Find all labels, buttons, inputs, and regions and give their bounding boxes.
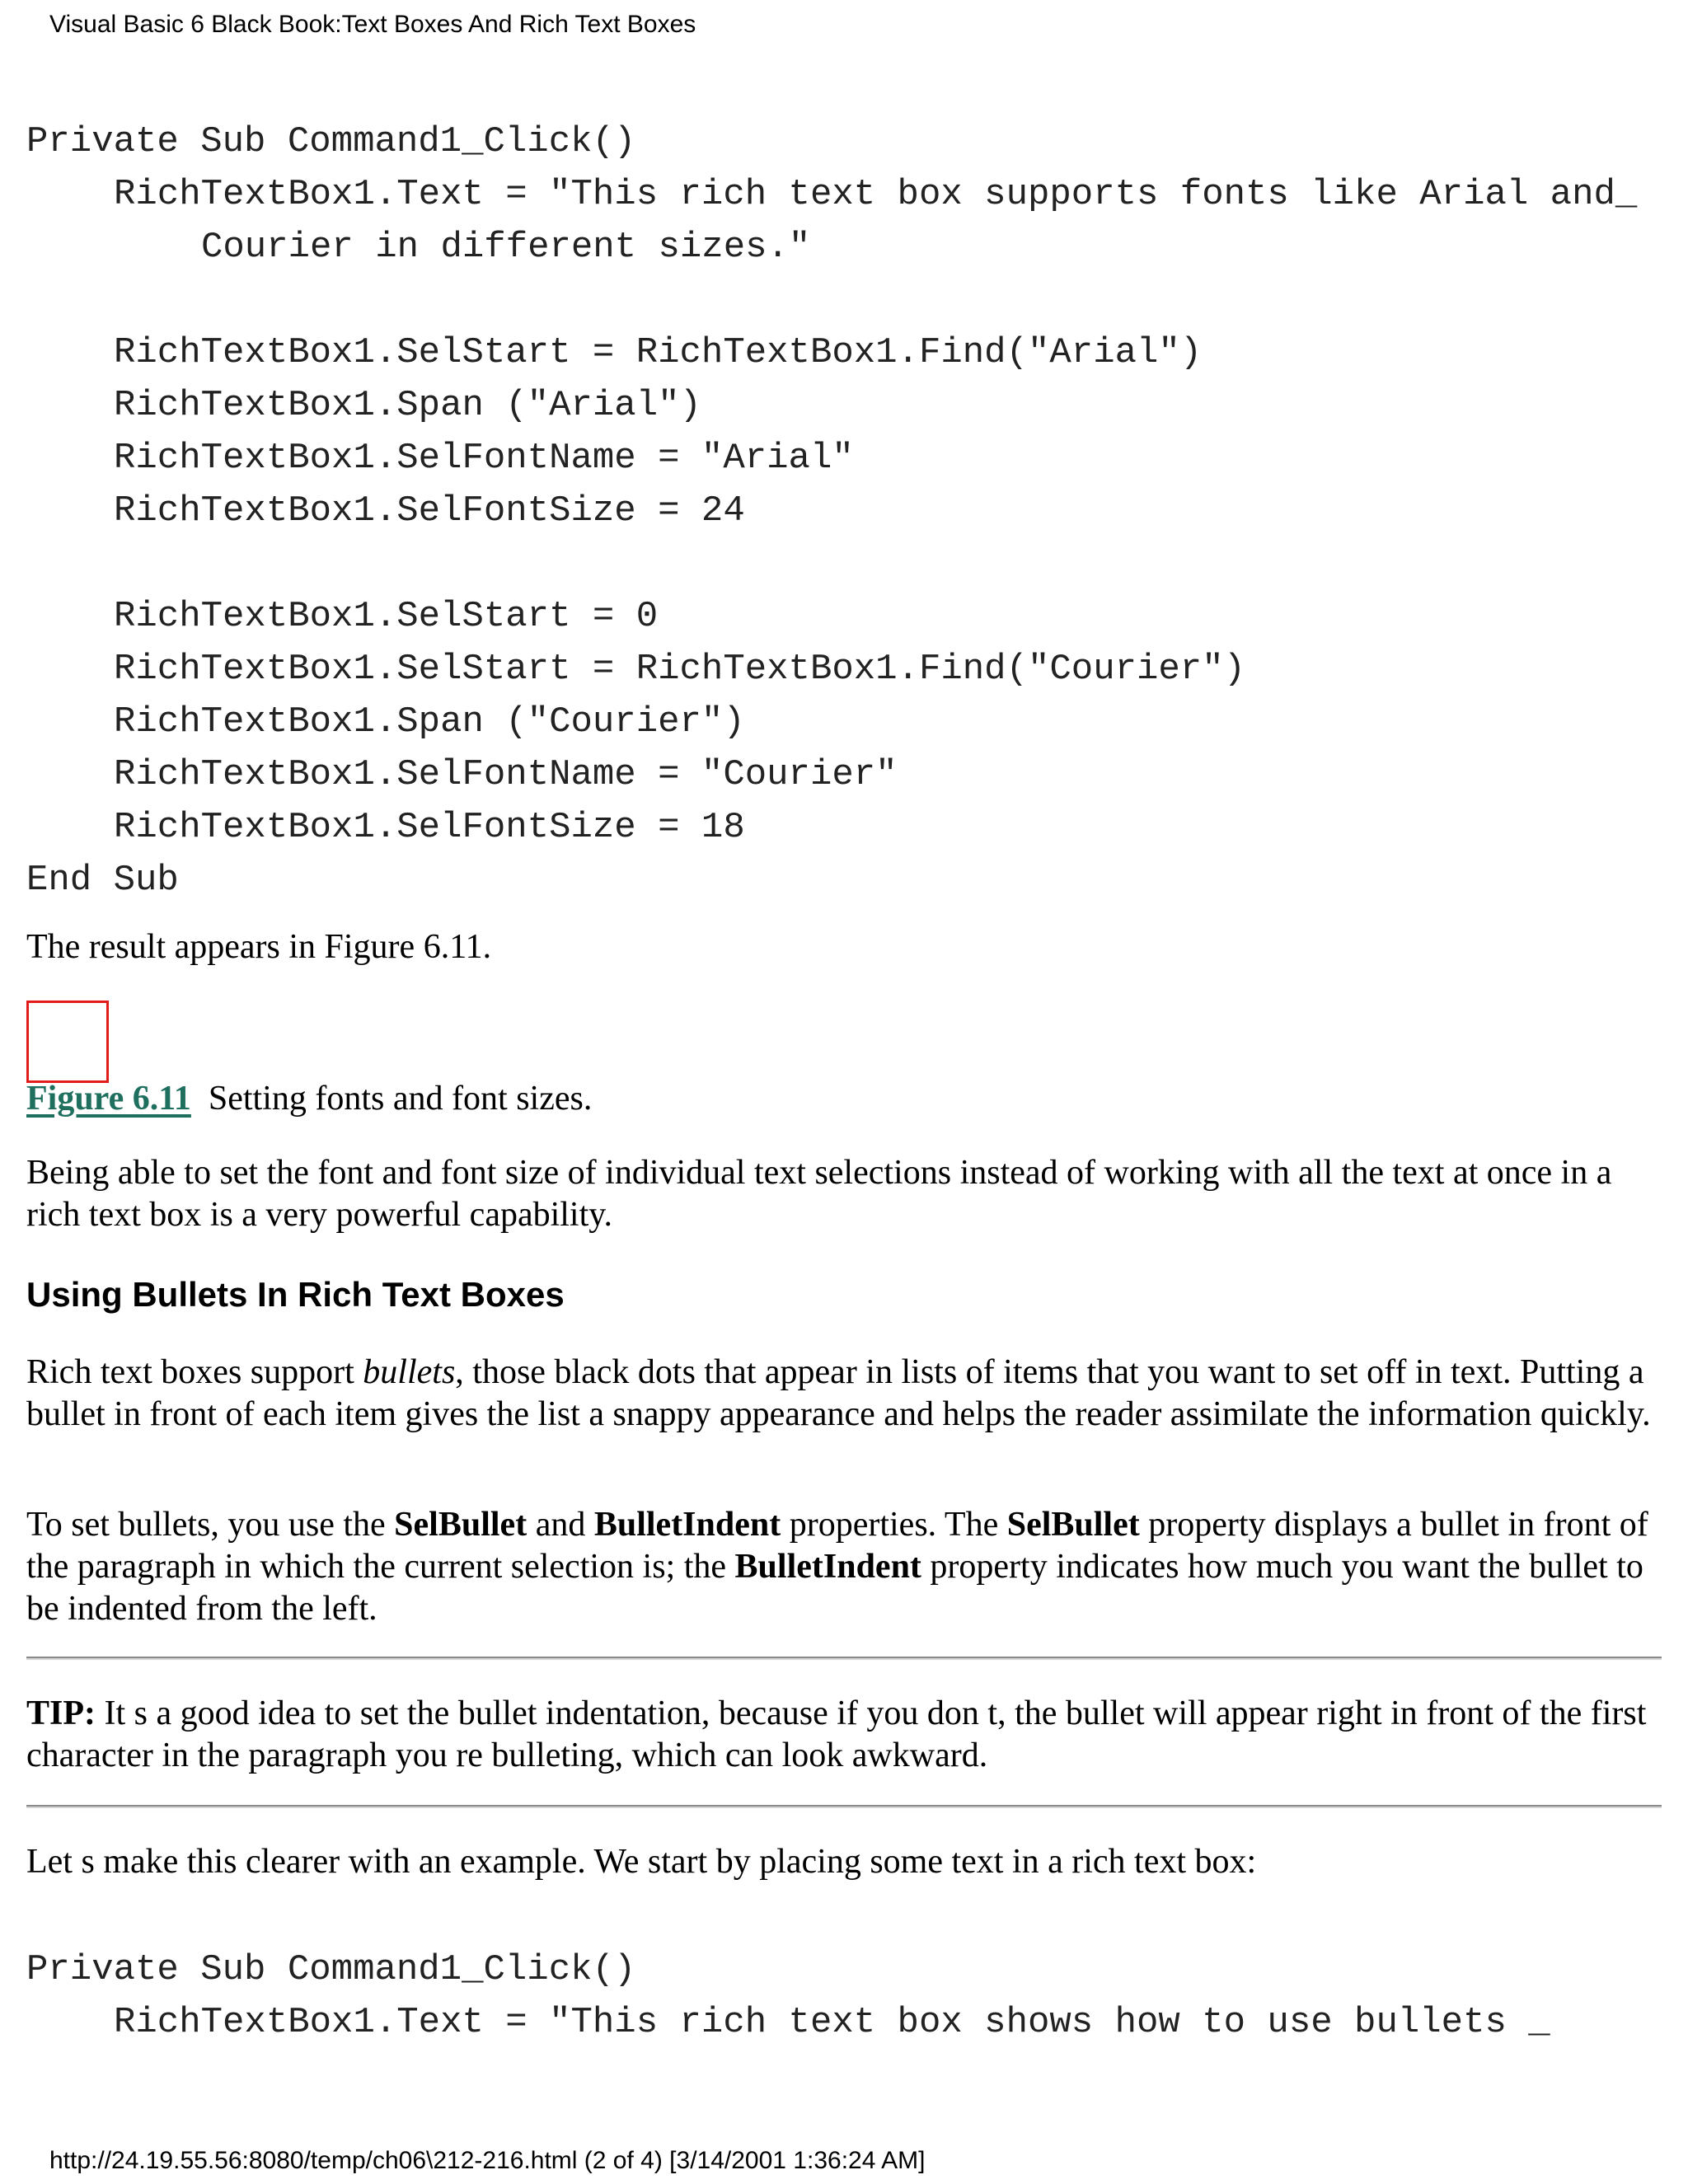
code-line-blank [26, 274, 1637, 326]
result-paragraph: The result appears in Figure 6.11. [26, 928, 492, 966]
setbullets-paragraph [26, 1504, 1667, 1630]
property-selbullet: SelBullet [1006, 1506, 1140, 1544]
code-line: RichTextBox1.SelFontSize = 24 [114, 490, 745, 532]
code-block-bullets [26, 1943, 1550, 2049]
code-line: RichTextBox1.SelFontSize = 18 [114, 807, 745, 848]
bullets-term: bullets [363, 1353, 456, 1391]
code-line: RichTextBox1.Text = "This rich text box shows how to use bullets _ [114, 2002, 1550, 2043]
section-heading: Using Bullets In Rich Text Boxes [26, 1275, 565, 1314]
code-line: RichTextBox1.Span ("Arial") [114, 385, 701, 426]
code-line: Private Sub Command1_Click() [26, 1949, 636, 1990]
figure-image-placeholder[interactable] [26, 1001, 109, 1083]
tip-label: TIP: [26, 1694, 96, 1732]
code-line: RichTextBox1.Span ("Courier") [114, 701, 745, 743]
capability-paragraph: Being able to set the font and font size of individual text selections instead of working with all the text at once in a rich text box is a very powerful capability. [26, 1154, 1612, 1234]
setbullets-text: property indicates how much you want the bullet to be indented from the left. [26, 1548, 1643, 1628]
property-bulletindent: BulletIndent [593, 1506, 781, 1544]
property-selbullet: SelBullet [394, 1506, 528, 1544]
setbullets-text: property displays a bullet in front of the paragraph in which the current selection is; the [26, 1506, 1648, 1586]
running-foot: http://24.19.55.56:8080/temp/ch06\212-216.html (2 of 4) [3/14/2001 1:36:24 AM] [49, 2147, 926, 2174]
figure-link[interactable]: Figure 6.11 [26, 1080, 191, 1118]
code-line: RichTextBox1.Text = "This rich text box supports fonts like Arial and_ [114, 174, 1638, 215]
code-line: RichTextBox1.SelStart = RichTextBox1.Find("Arial") [114, 332, 1203, 373]
code-line: End Sub [26, 860, 179, 901]
bullets-text: , those black dots that appear in lists of items that you want to set off in text. Putting a bullet in front of each item gives the list a snappy appearance and helps the reader assimilate the information quickly. [26, 1353, 1651, 1433]
code-line: RichTextBox1.SelStart = 0 [114, 596, 659, 637]
setbullets-text: properties. The [781, 1506, 1007, 1544]
example-paragraph: Let s make this clearer with an example. We start by placing some text in a rich text box: [26, 1843, 1257, 1881]
code-line: RichTextBox1.SelStart = RichTextBox1.Find("Courier") [114, 649, 1246, 690]
code-line: RichTextBox1.SelFontName = "Courier" [114, 754, 898, 795]
bullets-paragraph [26, 1352, 1667, 1436]
code-block-fonts [26, 115, 1637, 907]
code-line-blank [26, 537, 1637, 590]
setbullets-text: and [527, 1506, 594, 1544]
bullets-text: Rich text boxes support [26, 1353, 363, 1391]
figure-caption [26, 1078, 1667, 1120]
tip-bottom-divider [26, 1805, 1662, 1808]
figure-caption-text: Setting fonts and font sizes. [208, 1080, 593, 1118]
tip-box [26, 1693, 1667, 1777]
tip-text: It s a good idea to set the bullet indentation, because if you don t, the bullet will appear right in front of the first character in the paragraph you re bulleting, which can look awkward. [26, 1694, 1647, 1774]
code-line: Courier in different sizes." [201, 227, 811, 268]
running-head: Visual Basic 6 Black Book:Text Boxes And Rich Text Boxes [49, 11, 696, 38]
property-bulletindent: BulletIndent [734, 1548, 921, 1586]
code-line: RichTextBox1.SelFontName = "Arial" [114, 438, 854, 479]
setbullets-text: To set bullets, you use the [26, 1506, 395, 1544]
tip-top-divider [26, 1657, 1662, 1660]
code-line: Private Sub Command1_Click() [26, 121, 636, 162]
